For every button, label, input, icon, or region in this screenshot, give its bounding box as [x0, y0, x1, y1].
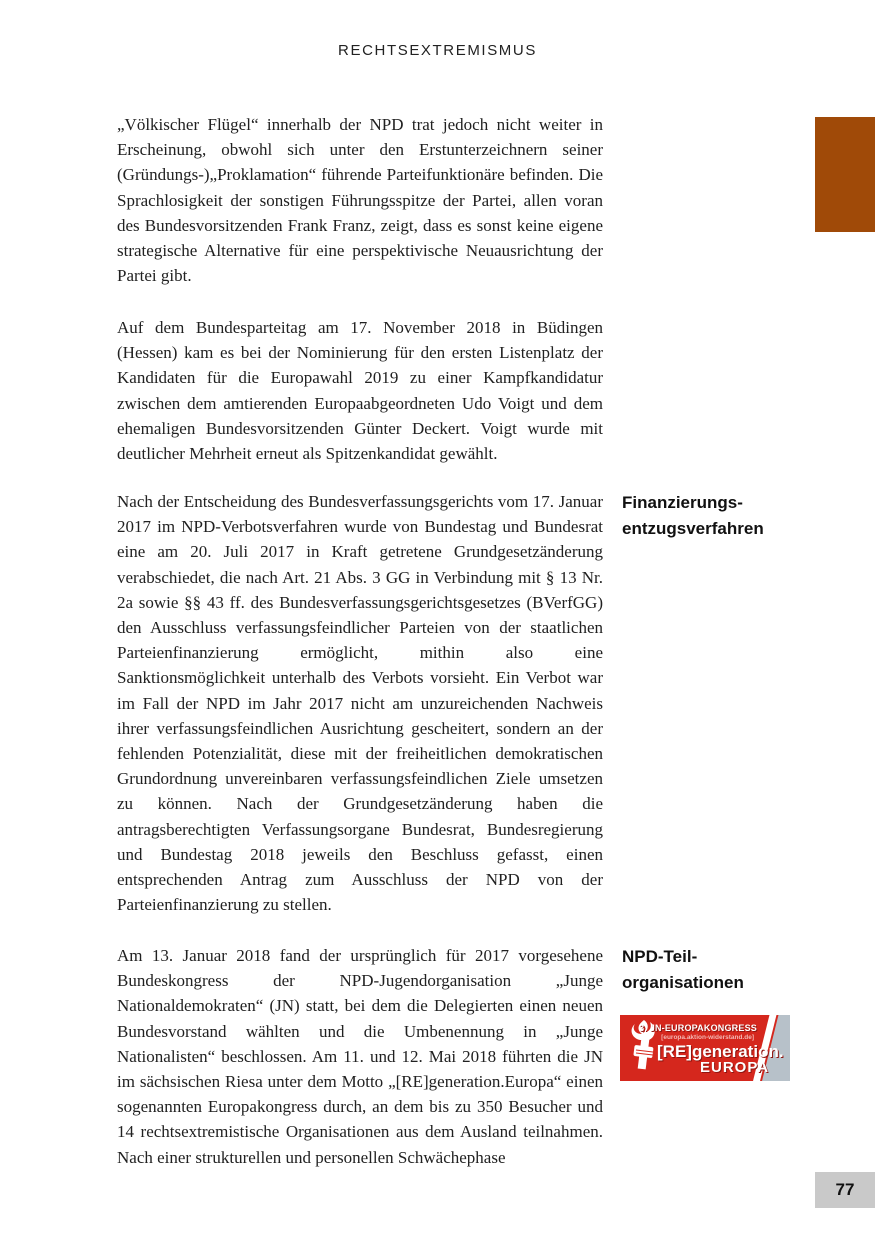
- margin-note-npd-teilorganisationen: [622, 944, 867, 996]
- banner-motto-line: [RE]generation.: [657, 1042, 784, 1061]
- margin-note-line: entzugsverfahren: [622, 519, 764, 538]
- body-paragraph-4: Am 13. Januar 2018 fand der ursprünglich für 2017 vorgesehene Bundeskongress der NPD-Jugendorganisation „Junge Nationaldemokraten“ (JN) statt, bei dem die Delegierten einen neuen Bundesvorstand wählten und die Umbenennung in „Junge Nationalisten“ beschlossen. Am 11. und 12. Mai 2018 führten die JN im sächsischen Riesa unter dem Motto „[RE]generation.Europa“ einen sogenannten Europakongress durch, an dem bis zu 350 Besucher und 14 rechtsextremistische Organisationen aus dem Ausland teilnahmen. Nach einer strukturellen und personellen Schwächephase: [117, 946, 603, 1167]
- body-paragraph-1: „Völkischer Flügel“ innerhalb der NPD trat jedoch nicht weiter in Erscheinung, obwohl sich unter den Erstunterzeichnern seiner (Gründungs-)„Proklamation“ führende Parteifunktionäre befinden. Die Sprachlosigkeit der sonstigen Führungsspitze der Partei, allen voran des Bundesvorsitzenden Frank Franz, zeigt, dass es sonst keine eigene strategische Alternative für eine perspektivische Neuausrichtung der Partei gibt.: [117, 115, 603, 286]
- margin-note-finanzierungsentzugsverfahren: [622, 490, 867, 542]
- body-paragraph-3: Nach der Entscheidung des Bundesverfassungsgerichts vom 17. Januar 2017 im NPD-Verbotsverfahren wurde von Bundestag und Bundesrat eine am 20. Juli 2017 in Kraft getretene Grundgesetzänderung verabschiedet, die nach Art. 21 Abs. 3 GG in Verbindung mit § 13 Nr. 2a sowie §§ 43 ff. des Bundesverfassungsgerichtsgesetzes (BVerfGG) den Ausschluss verfassungsfeindlicher Parteien von der staatlichen Parteienfinanzierung ermöglicht, mithin also eine Sanktionsmöglichkeit unterhalb des Verbots vorsieht. Ein Verbot war im Fall der NPD im Jahr 2017 nicht am unzureichenden Nachweis ihrer verfassungsfeindlichen Ausrichtung gescheitert, sondern an der fehlenden Potenzialität, diese mit der freiheitlichen demokratischen Grundordnung unvereinbaren verfassungsfeindlichen Ziele umsetzen zu können. Nach der Grundgesetzänderung haben die antragsberechtigten Verfassungsorgane Bundesrat, Bundesregierung und Bundestag 2018 jeweils den Beschluss gefasst, einen entsprechenden Antrag zum Ausschluss der NPD von der Parteienfinanzierung zu stellen.: [117, 492, 603, 915]
- page-number: 77: [835, 1180, 855, 1199]
- banner-title-line: 3. JN-EUROPAKONGRESS: [639, 1023, 757, 1033]
- banner-url-line: [europa.aktion-widerstand.de]: [661, 1034, 754, 1041]
- body-paragraph-2: Auf dem Bundesparteitag am 17. November 2018 in Büdingen (Hessen) kam es bei der Nominierung für den ersten Listenplatz der Kandidaten für die Europawahl 2019 zu einer Kampfkandidatur zwischen dem amtierenden Europaabgeordneten Udo Voigt und dem ehemaligen Bundesvorsitzenden Günter Deckert. Voigt wurde mit deutlicher Mehrheit erneut als Spitzenkandidat gewählt.: [117, 318, 603, 464]
- page-header: RECHTSEXTREMISMUS: [338, 42, 537, 59]
- page-number-badge: [815, 1172, 875, 1208]
- jn-europakongress-banner-image: [620, 1015, 790, 1081]
- margin-note-line: NPD-Teil-: [622, 947, 698, 966]
- chapter-color-tab: [815, 117, 875, 232]
- margin-note-line: Finanzierungs-: [622, 493, 743, 512]
- banner-motto-line-2: EUROPA: [700, 1059, 770, 1076]
- margin-note-line: organisationen: [622, 973, 744, 992]
